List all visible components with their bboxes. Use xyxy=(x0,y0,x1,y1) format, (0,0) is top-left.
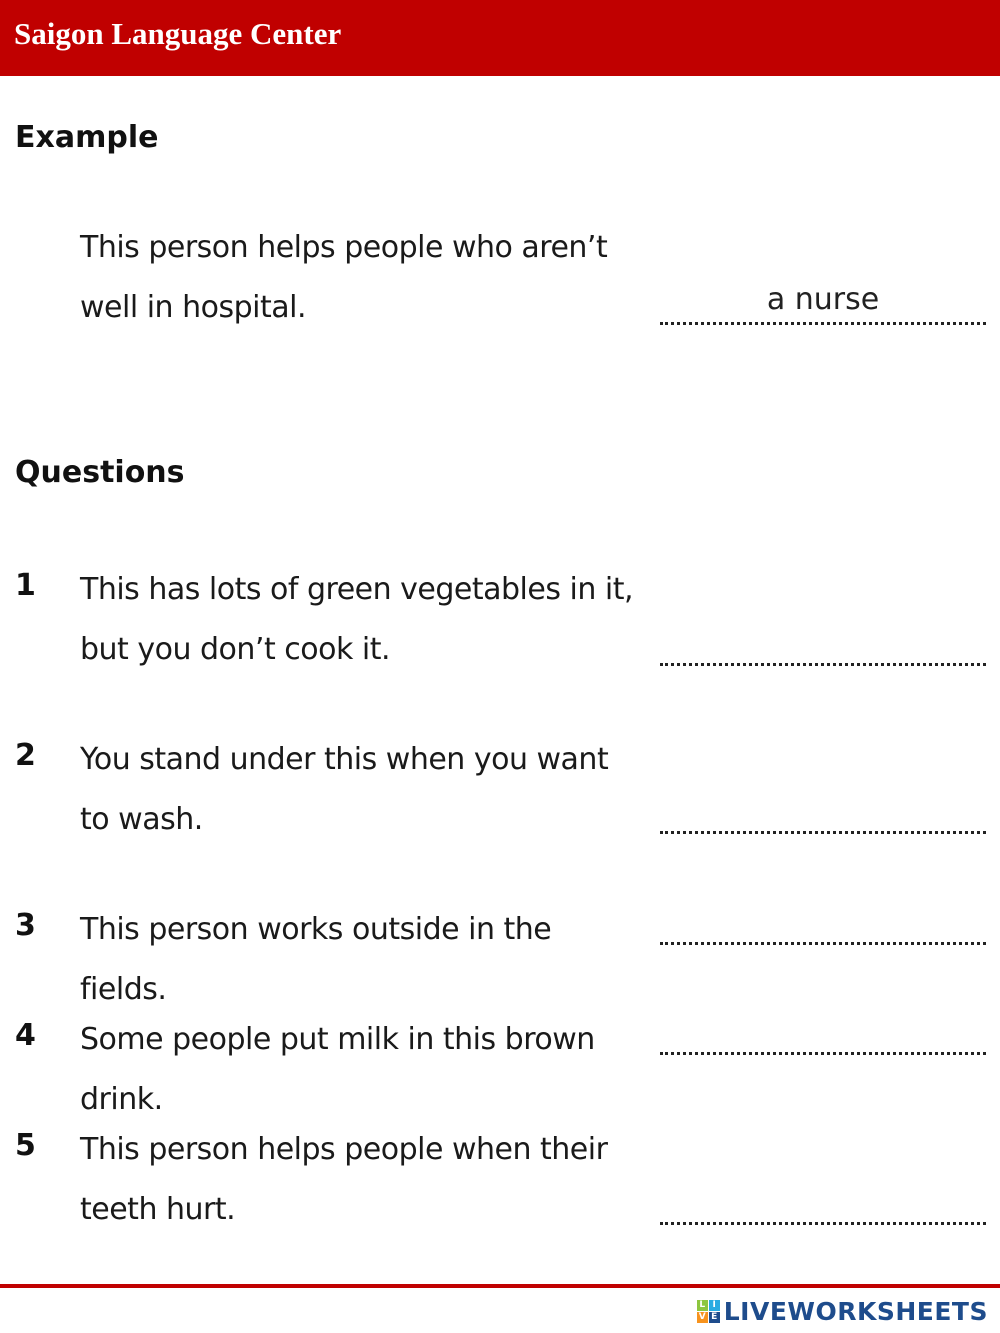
question-line: This person works outside in the fields. xyxy=(80,912,552,1007)
questions-heading: Questions xyxy=(15,455,185,490)
question-line: to wash. xyxy=(80,802,203,837)
question-text xyxy=(80,1010,640,1130)
question-line: This has lots of green vegetables in it, xyxy=(80,572,634,607)
example-heading: Example xyxy=(15,120,159,155)
question-line: You stand under this when you want xyxy=(80,742,609,777)
example-answer-line xyxy=(660,322,986,325)
question-number: 1 xyxy=(15,568,36,603)
answer-line-1[interactable] xyxy=(660,663,986,666)
example-answer: a nurse xyxy=(766,282,880,317)
question-line: but you don’t cook it. xyxy=(80,632,391,667)
logo-letter: I xyxy=(709,1300,720,1311)
logo-text: LIVEWORKSHEETS xyxy=(723,1296,988,1326)
example-line-1: This person helps people who aren’t xyxy=(80,230,608,265)
liveworksheets-logo xyxy=(697,1293,988,1329)
question-number: 2 xyxy=(15,738,36,773)
answer-line-3[interactable] xyxy=(660,942,986,945)
question-number: 3 xyxy=(15,908,36,943)
question-text xyxy=(80,560,640,680)
answer-line-4[interactable] xyxy=(660,1052,986,1055)
question-number: 5 xyxy=(15,1128,36,1163)
answer-line-5[interactable] xyxy=(660,1222,986,1225)
question-text xyxy=(80,730,640,850)
question-text xyxy=(80,1120,640,1240)
example-line-2: well in hospital. xyxy=(80,290,306,325)
question-line: This person helps people when their xyxy=(80,1132,608,1167)
page-title: Saigon Language Center xyxy=(14,16,342,51)
header-bar xyxy=(0,0,1000,76)
question-number: 4 xyxy=(15,1018,36,1053)
answer-line-2[interactable] xyxy=(660,831,986,834)
logo-letter: L xyxy=(697,1300,708,1311)
question-text xyxy=(80,900,640,1020)
example-text xyxy=(80,218,640,338)
question-line: Some people put milk in this brown drink. xyxy=(80,1022,595,1117)
logo-mark-icon xyxy=(697,1300,720,1323)
logo-letter: V xyxy=(697,1312,708,1323)
footer-divider xyxy=(0,1284,1000,1288)
logo-letter: E xyxy=(709,1312,720,1323)
question-line: teeth hurt. xyxy=(80,1192,236,1227)
